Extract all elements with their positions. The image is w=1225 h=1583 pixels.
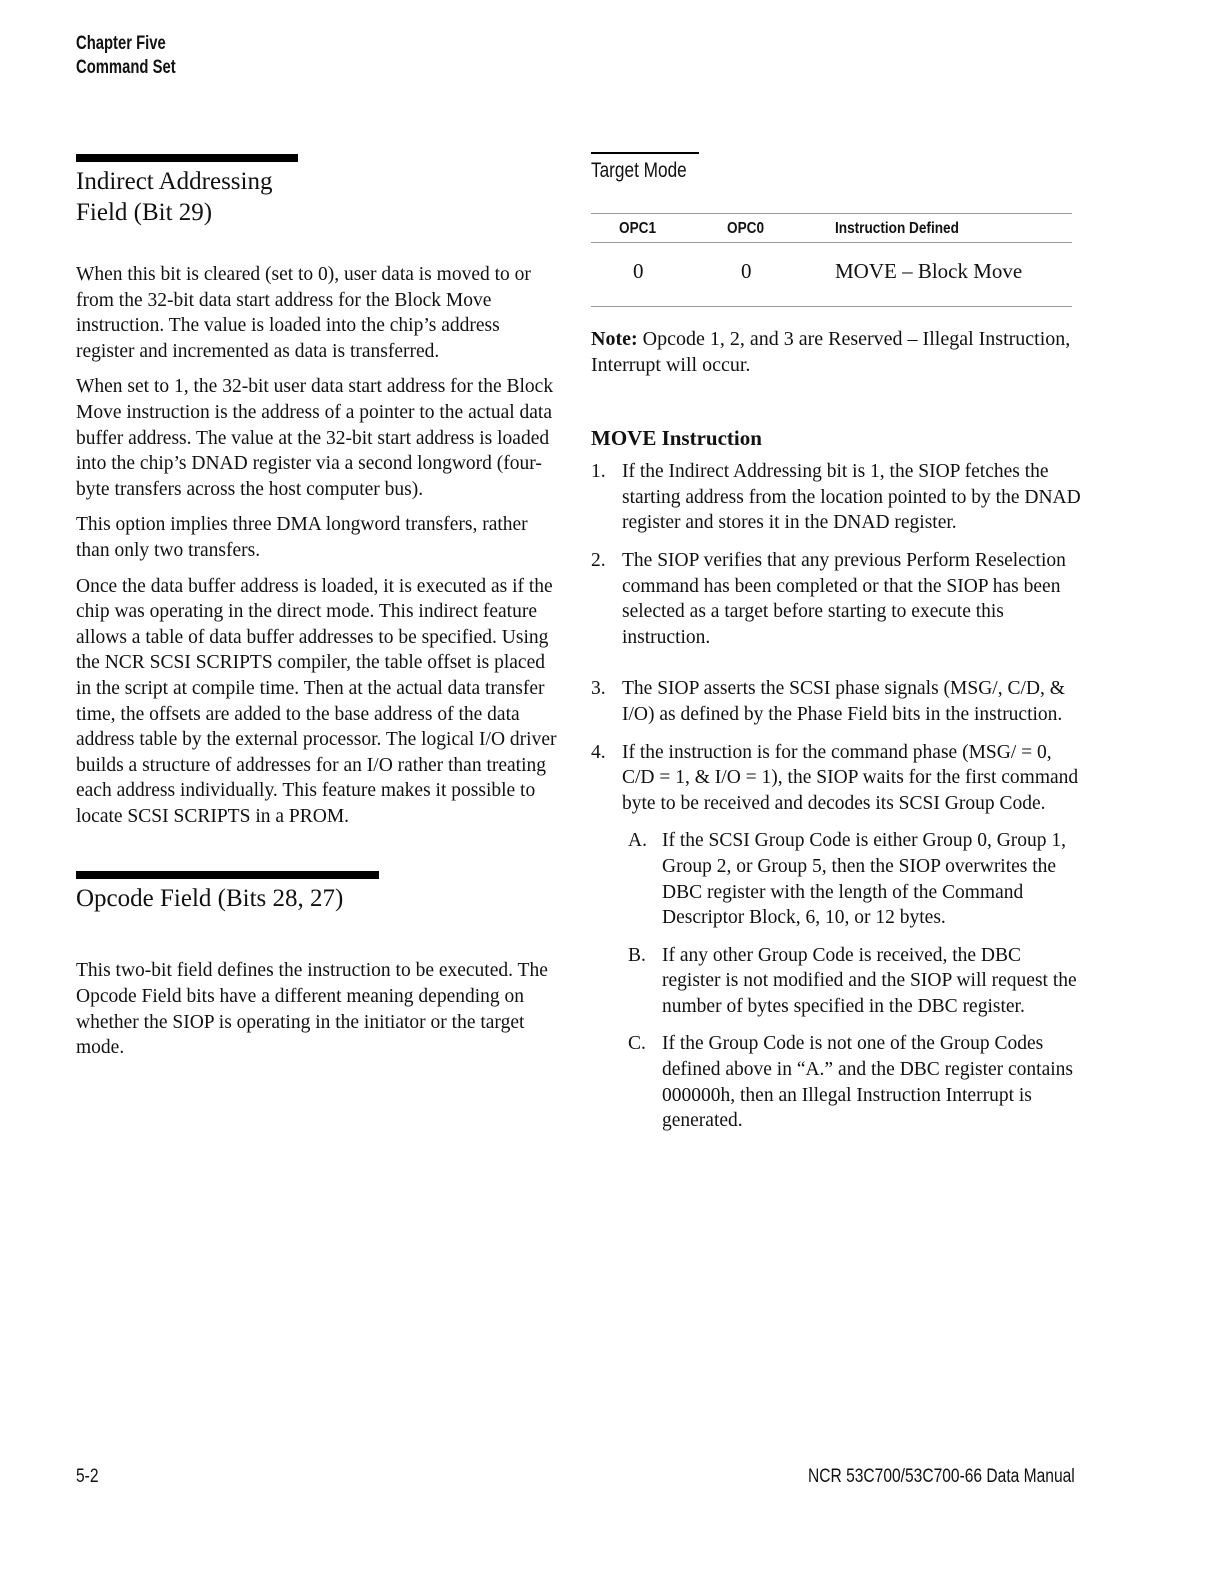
heading-line-2: Field (Bit 29) bbox=[76, 199, 213, 226]
opcode-paragraph: This two-bit field defines the instruction to be executed. The Opcode Field bits have a different meaning depending on whether the SIOP is operating in the initiator or the target mode. bbox=[76, 960, 548, 1059]
section-rule bbox=[76, 871, 379, 879]
move-instruction-heading: MOVE Instruction bbox=[591, 426, 762, 451]
step-text: If the Indirect Addressing bit is 1, the SIOP fetches the starting address from the location pointed to by the DNAD register and stores it in the DNAD register. bbox=[622, 461, 1081, 534]
column-header-instruction: Instruction Defined bbox=[835, 214, 1072, 243]
substep-text: If the Group Code is not one of the Group Codes defined above in “A.” and the DBC register contains 000000h, then an Illegal Instruction Interrupt is generated. bbox=[662, 1033, 1073, 1132]
table-header-row bbox=[591, 214, 1072, 243]
indirect-paragraph-1: When this bit is cleared (set to 0), user data is moved to or from the 32-bit data start address for the Block Move instruction. The value is loaded into the chip’s address register and incremented as data is transferred. bbox=[76, 264, 531, 362]
manual-title: NCR 53C700/53C700-66 Data Manual bbox=[808, 1466, 1075, 1487]
chapter-subtitle: Command Set bbox=[76, 57, 176, 78]
list-item bbox=[591, 459, 1081, 536]
substep-text: If the SCSI Group Code is either Group 0, Group 1, Group 2, or Group 5, then the SIOP overwrites the DBC register with the length of the Command Descriptor Block, 6, 10, or 12 bytes. bbox=[662, 830, 1067, 929]
step-text: If the instruction is for the command phase (MSG/ = 0, C/D = 1, & I/O = 1), the SIOP waits for the first command byte to be received and decodes its SCSI Group Code. bbox=[622, 741, 1079, 814]
cell-opc1: 0 bbox=[591, 243, 727, 307]
page-number: 5-2 bbox=[76, 1466, 99, 1487]
running-head bbox=[76, 32, 204, 80]
target-mode-heading: Target Mode bbox=[591, 159, 687, 182]
step-text: The SIOP verifies that any previous Perform Reselection command has been completed or that the SIOP has been selected as a target before starting to execute this instruction. bbox=[622, 549, 1066, 648]
column-header-opc0: OPC0 bbox=[727, 214, 835, 243]
section-rule bbox=[76, 154, 298, 162]
list-item bbox=[591, 676, 1081, 727]
substep-letter: C. bbox=[628, 1033, 646, 1055]
note-text: Opcode 1, 2, and 3 are Reserved – Illegal Instruction, Interrupt will occur. bbox=[591, 328, 1071, 376]
list-item bbox=[591, 740, 1081, 1134]
step-text: The SIOP asserts the SCSI phase signals (MSG/, C/D, & I/O) as defined by the Phase Field bits in the instruction. bbox=[622, 678, 1065, 725]
step-number: 2. bbox=[591, 549, 606, 571]
step-number: 3. bbox=[591, 678, 606, 700]
step-number: 4. bbox=[591, 741, 606, 763]
indirect-paragraph-2: When set to 1, the 32-bit user data start address for the Block Move instruction is the address of a pointer to the actual data buffer address. The value at the 32-bit start address is loaded into the chip’s DNAD register via a second longword (four-byte transfers across the host computer bus). bbox=[76, 376, 554, 500]
list-item bbox=[622, 943, 1081, 1020]
table-row bbox=[591, 243, 1072, 307]
note-label: Note: bbox=[591, 328, 638, 350]
substep-text: If any other Group Code is received, the DBC register is not modified and the SIOP will request the number of bytes specified in the DBC register. bbox=[662, 944, 1077, 1017]
move-steps bbox=[591, 459, 1081, 1134]
indirect-paragraph-3: This option implies three DMA longword transfers, rather than only two transfers. bbox=[76, 514, 528, 561]
substep-letter: B. bbox=[628, 944, 646, 966]
cell-instruction: MOVE – Block Move bbox=[835, 243, 1072, 307]
list-item bbox=[591, 548, 1081, 650]
left-column bbox=[76, 154, 561, 1071]
indirect-addressing-heading bbox=[76, 166, 561, 228]
cell-opc0: 0 bbox=[727, 243, 835, 307]
list-item bbox=[622, 1031, 1081, 1133]
right-column bbox=[591, 152, 1081, 1146]
opcode-table bbox=[591, 213, 1072, 307]
heading-line-1: Indirect Addressing bbox=[76, 168, 273, 195]
opcode-note bbox=[591, 327, 1081, 378]
chapter-label: Chapter Five bbox=[76, 33, 166, 54]
substep-letter: A. bbox=[628, 830, 647, 852]
step-number: 1. bbox=[591, 461, 606, 483]
target-mode-rule bbox=[591, 152, 699, 154]
indirect-paragraph-4: Once the data buffer address is loaded, it is executed as if the chip was operating in the direct mode. This indirect feature allows a table of data buffer addresses to be specified. Using the NCR SCSI SCRIPTS compiler, the table offset is placed in the script at compile time. Then at the actual data transfer time, the offsets are added to the base address of the data address table by the external processor. The logical I/O driver builds a structure of addresses for an I/O rather than treating each address individually. This feature makes it possible to locate SCSI SCRIPTS in a PROM. bbox=[76, 575, 557, 827]
column-header-opc1: OPC1 bbox=[591, 214, 727, 243]
opcode-field-heading: Opcode Field (Bits 28, 27) bbox=[76, 885, 344, 913]
group-code-substeps bbox=[622, 828, 1081, 1134]
list-item bbox=[622, 828, 1081, 930]
